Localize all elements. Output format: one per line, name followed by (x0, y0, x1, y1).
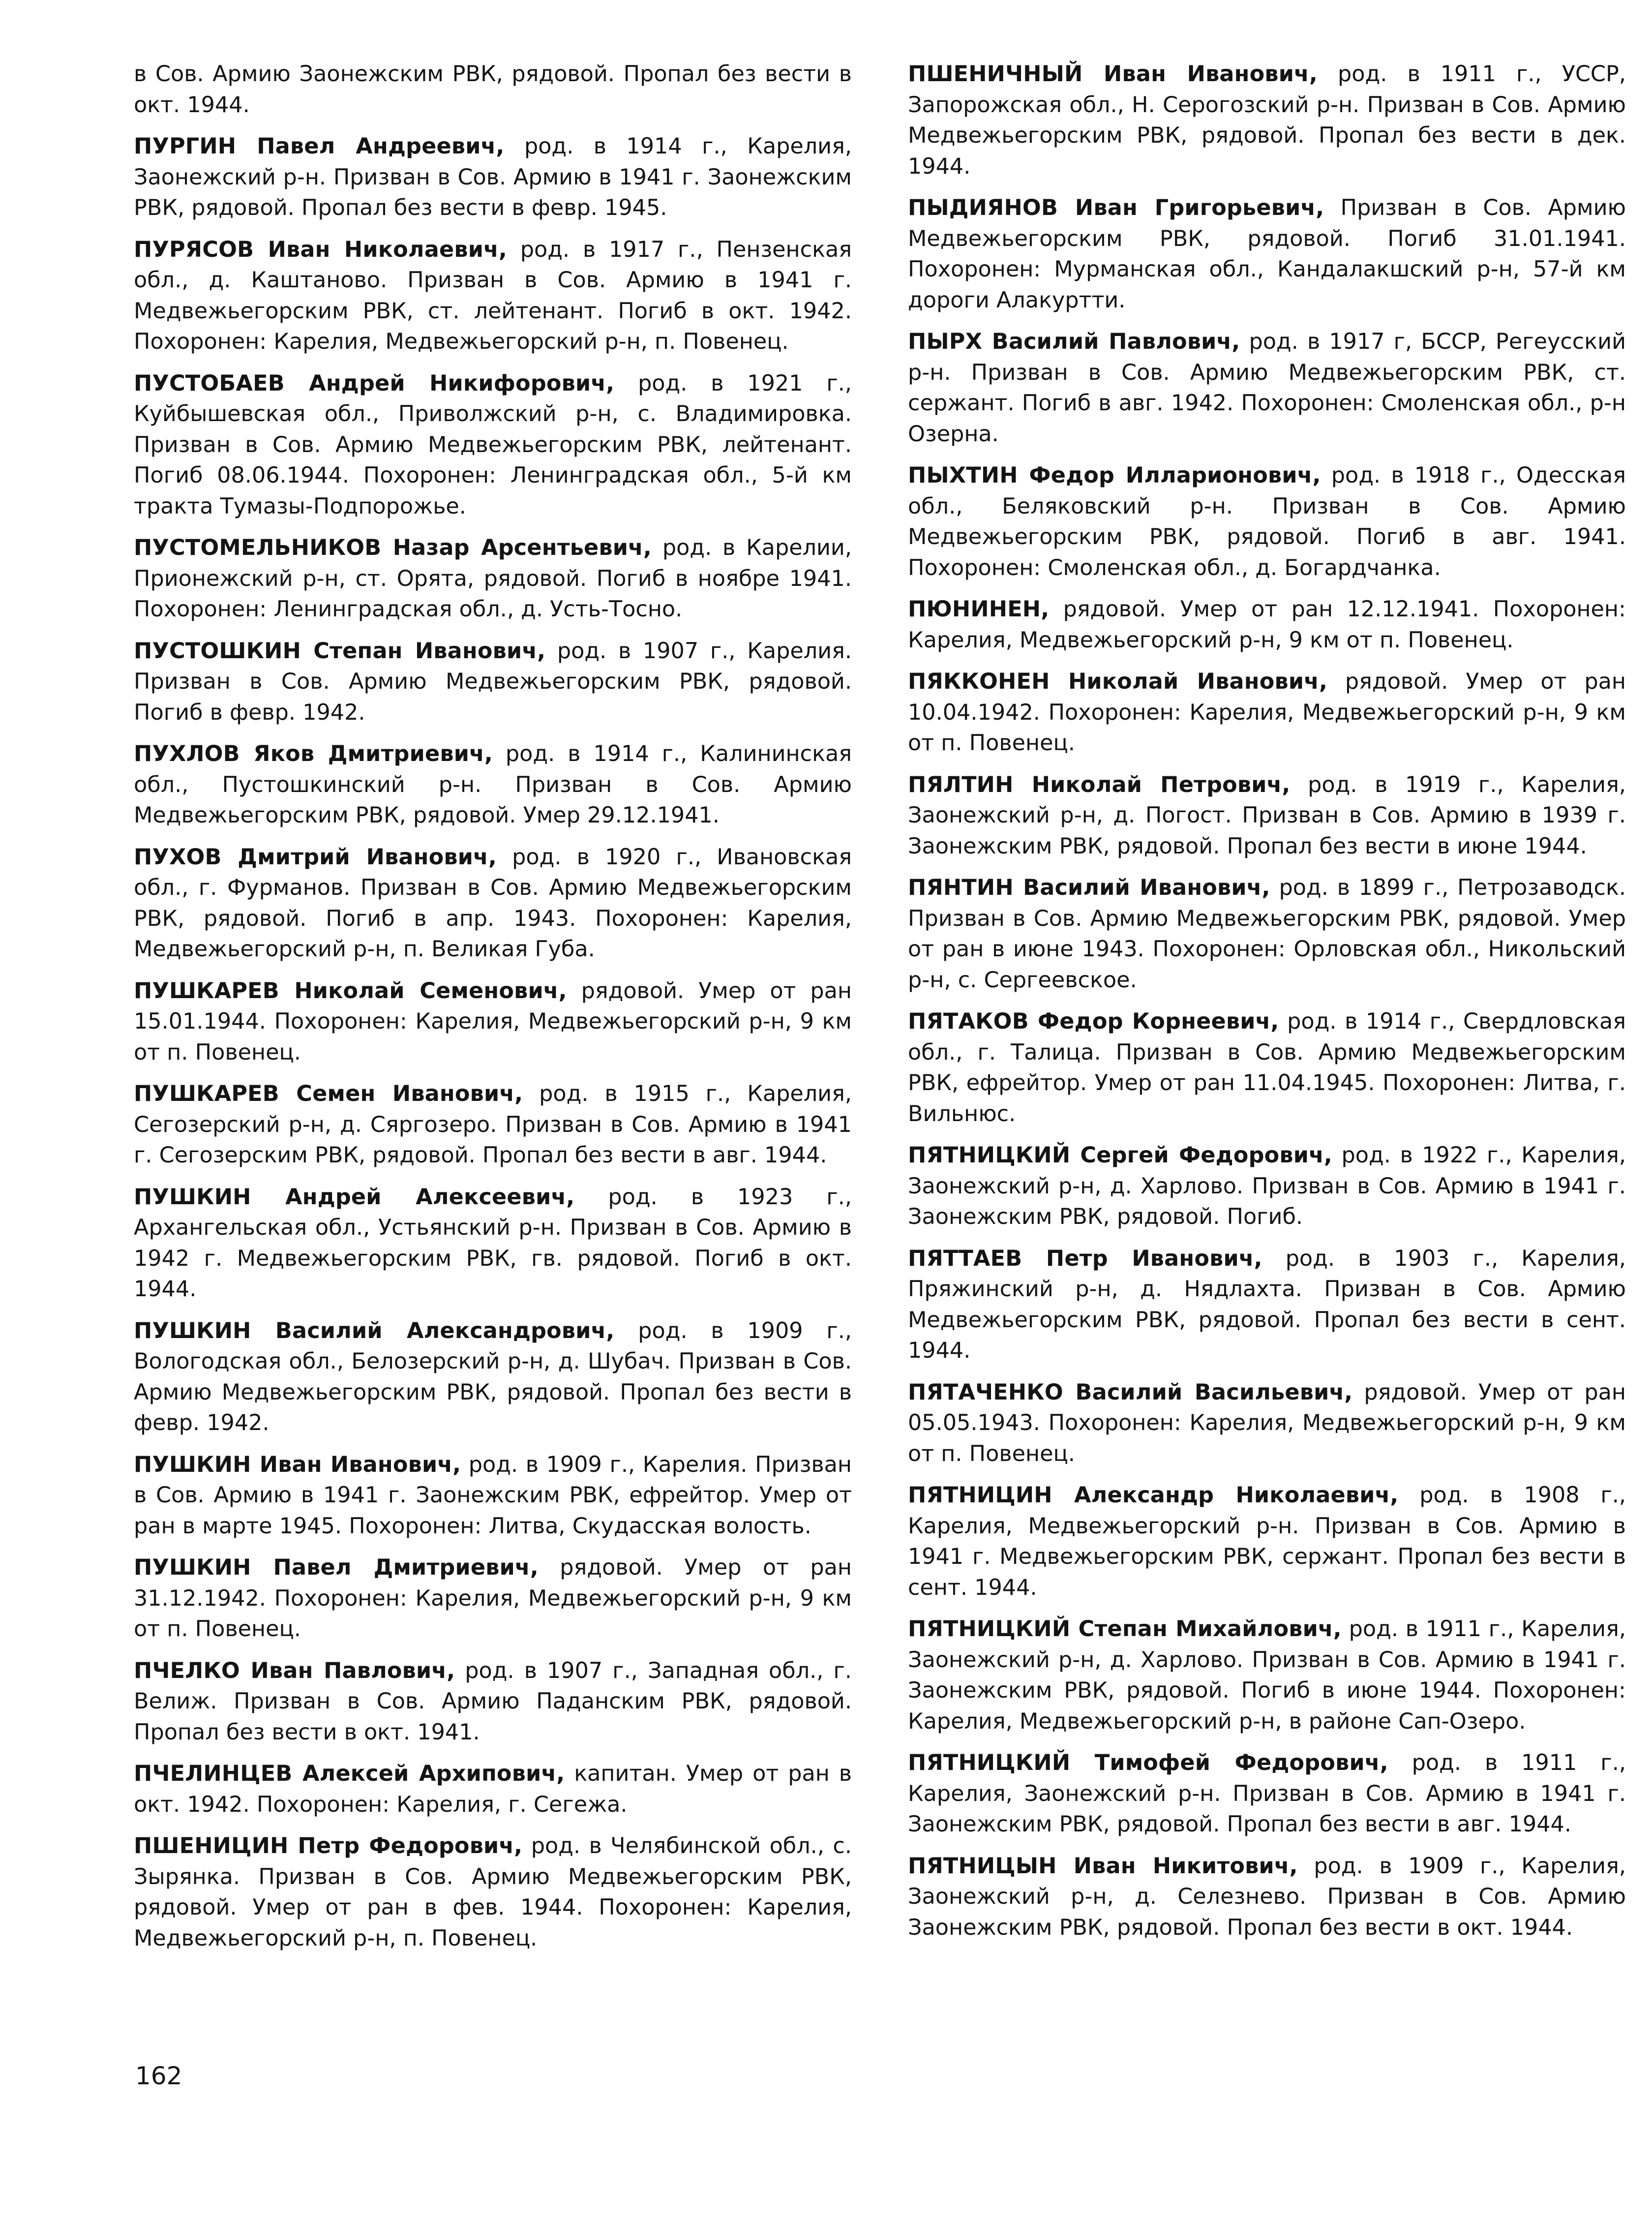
entry-text: рядовой. Умер от ран 31.12.1942. Похоронен: Карелия, Медвежьегорский р-н, 9 км от п. Повенец. (134, 1555, 852, 1642)
entry (134, 1316, 852, 1439)
entry-text: род. в 1911 г., Карелия, Заонежский р-н. Призван в Сов. Армию в 1941 г. Заонежским РВК, рядовой. Пропал без вести в авг. 1944. (908, 1750, 1626, 1837)
entry (134, 1553, 852, 1645)
entry-text: род. в 1920 г., Ивановская обл., г. Фурманов. Призван в Сов. Армию Медвежьегорским РВК, рядовой. Погиб в апр. 1943. Похоронен: Карелия, Медвежьегорский р-н, п. Великая Губа. (134, 844, 852, 962)
entry-name: ПЯТНИЦКИЙ Степан Михайлович, (908, 1616, 1342, 1642)
entry-text: род. в 1919 г., Карелия, Заонежский р-н, д. Погост. Призван в Сов. Армию в 1939 г. Заонежским РВК, рядовой. Пропал без вести в июне 1944. (908, 772, 1626, 859)
entry-text: рядовой. Умер от ран 15.01.1944. Похоронен: Карелия, Медвежьегорский р-н, 9 км от п. Повенец. (134, 978, 852, 1065)
entry-text: род. в 1917 г., Пензенская обл., д. Каштаново. Призван в Сов. Армию в 1941 г. Медвежьегорским РВК, ст. лейтенант. Погиб в окт. 1942. Похоронен: Карелия, Медвежьегорский р-н, п. Повенец. (134, 237, 852, 354)
entry (134, 533, 852, 625)
entry (908, 1244, 1626, 1367)
entry (908, 594, 1626, 656)
entry (908, 1006, 1626, 1129)
entry-text: род. в 1899 г., Петрозаводск. Призван в Сов. Армию Медвежьегорским РВК, рядовой. Умер от ран в июне 1943. Похоронен: Орловская обл., Никольский р-н, с. Сергеевское. (908, 875, 1626, 993)
entry-name: ПУШКАРЕВ Николай Семенович, (134, 978, 567, 1004)
entry (908, 1377, 1626, 1470)
entry-name: ПУШКАРЕВ Семен Иванович, (134, 1081, 523, 1106)
entry (134, 1759, 852, 1820)
entry-name: ПЯТТАЕВ Петр Иванович, (908, 1246, 1262, 1271)
entry-text: род. в 1921 г., Куйбышевская обл., Приволжский р-н, с. Владимировка. Призван в Сов. Армию Медвежьегорским РВК, лейтенант. Погиб 08.06.1944. Похоронен: Ленинградская обл., 5-й км тракта Тумазы-Подпорожье. (134, 370, 852, 519)
entry (134, 636, 852, 729)
entry-text: род. в 1923 г., Архангельская обл., Устьянский р-н. Призван в Сов. Армию в 1942 г. Медвежьегорским РВК, гв. рядовой. Погиб в окт. 1944. (134, 1184, 852, 1302)
entry-text: род. в 1907 г., Западная обл., г. Велиж. Призван в Сов. Армию Паданским РВК, рядовой. Пропал без вести в окт. 1941. (134, 1658, 852, 1745)
right-column (908, 59, 1626, 1954)
entry-text: род. в 1915 г., Карелия, Сегозерский р-н, д. Сяргозеро. Призван в Сов. Армию в 1941 г. Сегозерским РВК, рядовой. Пропал без вести в авг. 1944. (134, 1081, 852, 1168)
entry (908, 327, 1626, 450)
entry-name: ПУШКИН Павел Дмитриевич, (134, 1555, 539, 1580)
entry-text: род. в 1909 г., Карелия. Призван в Сов. Армию в 1941 г. Заонежским РВК, ефрейтор. Умер от ран в марте 1945. Похоронен: Литва, Скудасская волость. (134, 1452, 852, 1539)
entry-name: ПЯККОНЕН Николай Иванович, (908, 669, 1328, 694)
entry (908, 873, 1626, 996)
entry-text: род. в 1903 г., Карелия, Пряжинский р-н, д. Нядлахта. Призван в Сов. Армию Медвежьегорским РВК, рядовой. Пропал без вести в сент. 1944. (908, 1246, 1626, 1363)
entry-name: ПЯТНИЦКИЙ Сергей Федорович, (908, 1143, 1333, 1168)
entry (908, 193, 1626, 316)
entry-name: ПШЕНИЦИН Петр Федорович, (134, 1833, 523, 1858)
entry-name: ПЯЛТИН Николай Петрович, (908, 772, 1291, 797)
entry-text: род. в Карелии, Прионежский р-н, ст. Орята, рядовой. Погиб в ноябре 1941. Похоронен: Ленинградская обл., д. Усть-Тосно. (134, 535, 852, 622)
entry-text: в Сов. Армию Заонежским РВК, рядовой. Пропал без вести в окт. 1944. (134, 61, 852, 118)
entry-text: рядовой. Умер от ран 05.05.1943. Похоронен: Карелия, Медвежьегорский р-н, 9 км от п. Повенец. (908, 1379, 1626, 1466)
entry (908, 1614, 1626, 1737)
entry (908, 667, 1626, 759)
entry-text: род. в 1917 г, БССР, Регеусский р-н. Призван в Сов. Армию Медвежьегорским РВК, ст. сержант. Погиб в авг. 1942. Похоронен: Смоленская обл., р-н Озерна. (908, 329, 1626, 447)
entry (908, 59, 1626, 182)
page-number: 162 (135, 2062, 182, 2090)
entry-text: Призван в Сов. Армию Медвежьегорским РВК, рядовой. Погиб 31.01.1941. Похоронен: Мурманская обл., Кандалакшский р-н, 57-й км дороги Алакуртти. (908, 195, 1626, 313)
entry-text: род. в 1911 г., Карелия, Заонежский р-н, д. Харлово. Призван в Сов. Армию в 1941 г. Заонежским РВК, рядовой. Погиб в июне 1944. Похоронен: Карелия, Медвежьегорский р-н, в районе Сап-Озеро. (908, 1616, 1626, 1734)
entry-text: капитан. Умер от ран в окт. 1942. Похоронен: Карелия, г. Сегежа. (134, 1761, 852, 1817)
entry-name: ПЯТНИЦЫН Иван Никитович, (908, 1853, 1298, 1879)
entry-name: ПШЕНИЧНЫЙ Иван Иванович, (908, 61, 1318, 87)
entry-name: ПУРЯСОВ Иван Николаевич, (134, 237, 507, 262)
entry (908, 1480, 1626, 1603)
entry (134, 235, 852, 358)
entry-text: рядовой. Умер от ран 10.04.1942. Похоронен: Карелия, Медвежьегорский р-н, 9 км от п. Повенец. (908, 669, 1626, 756)
entry (134, 842, 852, 965)
entry-text: рядовой. Умер от ран 12.12.1941. Похоронен: Карелия, Медвежьегорский р-н, 9 км от п. Повенец. (908, 597, 1626, 653)
entry-name: ПЯТНИЦИН Александр Николаевич, (908, 1483, 1399, 1508)
entry-text: род. в Челябинской обл., с. Зырянка. Призван в Сов. Армию Медвежьегорским РВК, рядовой. Умер от ран в фев. 1944. Похоронен: Карелия, Медвежьегорский р-н, п. Повенец. (134, 1833, 852, 1951)
entry-name: ПЫДИЯНОВ Иван Григорьевич, (908, 195, 1324, 220)
entry (134, 976, 852, 1068)
entry (134, 1656, 852, 1748)
entry (908, 460, 1626, 583)
entry-name: ПЫРХ Василий Павлович, (908, 329, 1240, 354)
entry (134, 368, 852, 522)
entry (908, 1748, 1626, 1840)
entry-name: ПЧЕЛИНЦЕВ Алексей Архипович, (134, 1761, 565, 1786)
left-column (134, 59, 852, 1965)
entry-name: ПУШКИН Андрей Алексеевич, (134, 1184, 575, 1210)
entry-text: род. в 1918 г., Одесская обл., Беляковский р-н. Призван в Сов. Армию Медвежьегорским РВК, рядовой. Погиб в авг. 1941. Похоронен: Смоленская обл., д. Богардчанка. (908, 463, 1626, 580)
entry-name: ПЯТАЧЕНКО Василий Васильевич, (908, 1379, 1353, 1405)
entry-name: ПЮНИНЕН, (908, 597, 1050, 622)
entry-name: ПЯТНИЦКИЙ Тимофей Федорович, (908, 1750, 1388, 1775)
entry-name: ПУРГИН Павел Андреевич, (134, 134, 505, 159)
entry-name: ПЧЕЛКО Иван Павлович, (134, 1658, 455, 1683)
entry-name: ПЫХТИН Федор Илларионович, (908, 463, 1321, 488)
entry-text: род. в 1909 г., Карелия, Заонежский р-н, д. Селезнево. Призван в Сов. Армию Заонежским РВК, рядовой. Пропал без вести в окт. 1944. (908, 1853, 1626, 1940)
entry (908, 770, 1626, 862)
entry-text: род. в 1911 г., УССР, Запорожская обл., Н. Серогозский р-н. Призван в Сов. Армию Медвежьегорским РВК, рядовой. Пропал без вести в дек. 1944. (908, 61, 1626, 179)
entry (908, 1140, 1626, 1233)
entry-name: ПУСТОБАЕВ Андрей Никифорович, (134, 370, 615, 396)
entry-name: ПУШКИН Василий Александрович, (134, 1318, 615, 1343)
entry (134, 1182, 852, 1305)
entry (134, 1079, 852, 1171)
entry (134, 131, 852, 224)
entry-text: род. в 1914 г., Свердловская обл., г. Талица. Призван в Сов. Армию Медвежьегорским РВК, ефрейтор. Умер от ран 11.04.1945. Похоронен: Литва, г. Вильнюс. (908, 1009, 1626, 1127)
entry-name: ПЯТАКОВ Федор Корнеевич, (908, 1009, 1279, 1034)
entry (134, 1450, 852, 1542)
entry-name: ПУХОВ Дмитрий Иванович, (134, 844, 497, 870)
entry-text: род. в 1914 г., Карелия, Заонежский р-н. Призван в Сов. Армию в 1941 г. Заонежским РВК, рядовой. Пропал без вести в февр. 1945. (134, 134, 852, 220)
entry (134, 739, 852, 831)
entry-name: ПЯНТИН Василий Иванович, (908, 875, 1270, 900)
entry-text: род. в 1909 г., Вологодская обл., Белозерский р-н, д. Шубач. Призван в Сов. Армию Медвежьегорским РВК, рядовой. Пропал без вести в февр. 1942. (134, 1318, 852, 1435)
entry-text: род. в 1907 г., Карелия. Призван в Сов. Армию Медвежьегорским РВК, рядовой. Погиб в февр. 1942. (134, 638, 852, 725)
entry (134, 59, 852, 121)
entry-text: род. в 1922 г., Карелия, Заонежский р-н, д. Харлово. Призван в Сов. Армию в 1941 г. Заонежским РВК, рядовой. Погиб. (908, 1143, 1626, 1229)
entry-name: ПУШКИН Иван Иванович, (134, 1452, 461, 1477)
entry-text: род. в 1914 г., Калининская обл., Пустошкинский р-н. Призван в Сов. Армию Медвежьегорским РВК, рядовой. Умер 29.12.1941. (134, 741, 852, 828)
entry-name: ПУХЛОВ Яков Дмитриевич, (134, 741, 493, 766)
entry-text: род. в 1908 г., Карелия, Медвежьегорский р-н. Призван в Сов. Армию в 1941 г. Медвежьегорским РВК, сержант. Пропал без вести в сент. 1944. (908, 1483, 1626, 1600)
entry-name: ПУСТОШКИН Степан Иванович, (134, 638, 546, 664)
entry (134, 1831, 852, 1954)
entry-name: ПУСТОМЕЛЬНИКОВ Назар Арсентьевич, (134, 535, 652, 560)
entry (908, 1851, 1626, 1944)
